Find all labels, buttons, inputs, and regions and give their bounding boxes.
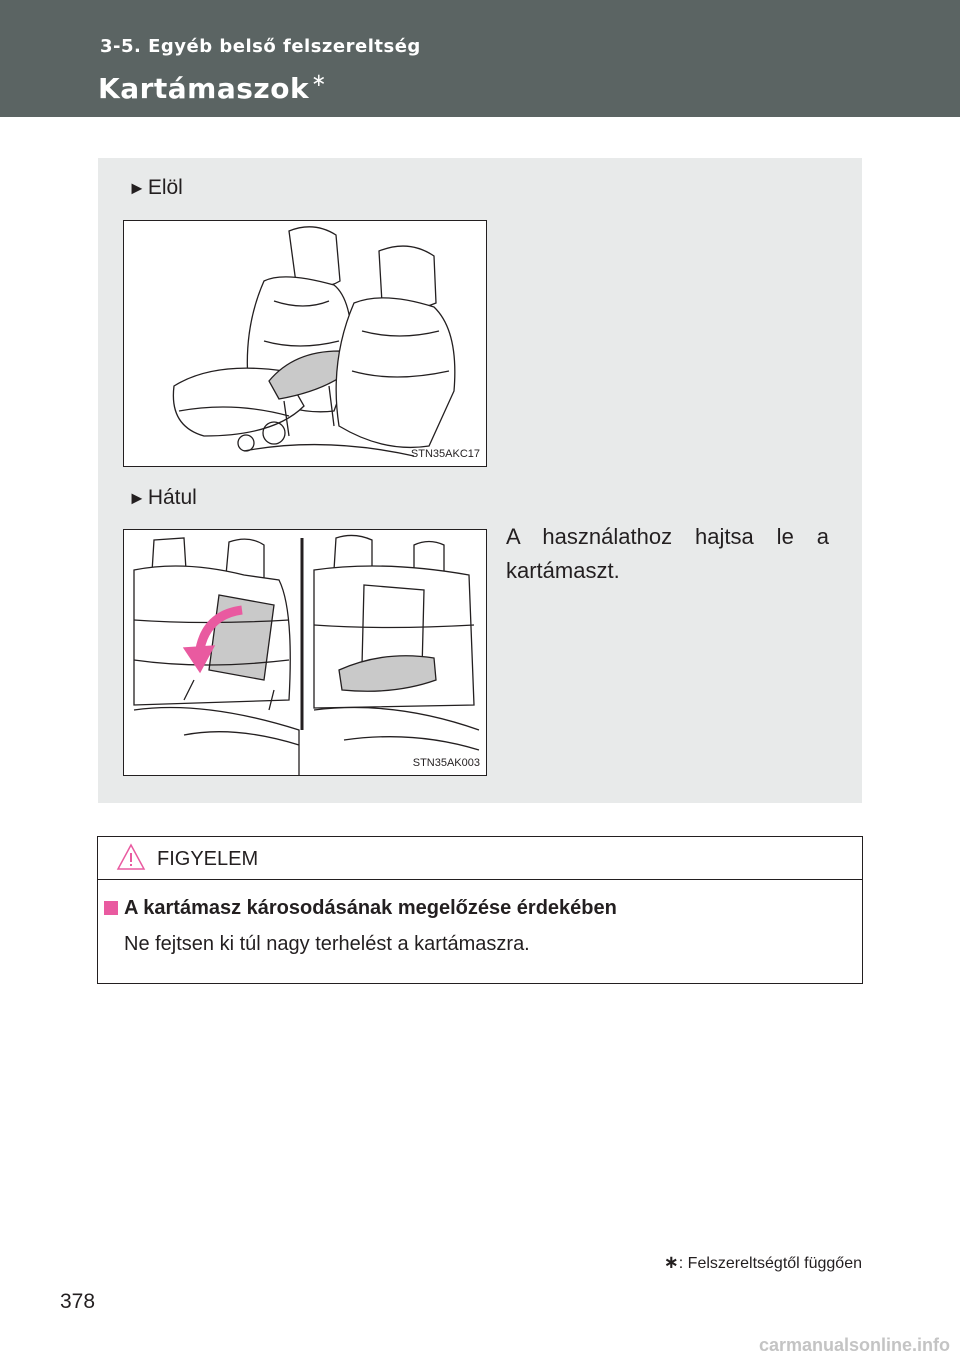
rear-armrest-illustration bbox=[123, 529, 487, 776]
front-label-text: Elöl bbox=[147, 176, 183, 199]
rear-image-code: STN35AK003 bbox=[412, 757, 480, 769]
warning-subheading-text: A kartámasz károsodásának megelőzése érdekében bbox=[124, 897, 617, 919]
warning-box bbox=[97, 836, 863, 984]
rear-label bbox=[128, 486, 197, 510]
page-header bbox=[0, 0, 960, 117]
front-seats-drawing bbox=[124, 221, 486, 466]
warning-triangle-icon bbox=[116, 843, 146, 871]
warning-subheading bbox=[104, 897, 617, 920]
warning-body: Ne fejtsen ki túl nagy terhelést a kartámaszra. bbox=[124, 933, 530, 955]
page-number: 378 bbox=[60, 1290, 96, 1313]
rear-seats-drawing bbox=[124, 530, 486, 775]
front-label bbox=[128, 176, 183, 200]
triangle-icon: ► bbox=[128, 488, 146, 508]
square-bullet-icon bbox=[104, 901, 118, 915]
triangle-icon: ► bbox=[128, 178, 146, 198]
asterisk-icon: ∗ bbox=[663, 1252, 679, 1272]
warning-header bbox=[98, 837, 862, 880]
warning-title: FIGYELEM bbox=[157, 848, 259, 870]
footnote bbox=[664, 1252, 862, 1273]
rear-label-text: Hátul bbox=[147, 486, 197, 509]
title-text: Kartámaszok bbox=[98, 72, 310, 105]
front-armrest-illustration bbox=[123, 220, 487, 467]
page-title bbox=[98, 70, 327, 105]
watermark: carmanualsonline.info bbox=[758, 1335, 950, 1355]
section-title: 3-5. Egyéb belső felszereltség bbox=[100, 36, 421, 57]
asterisk-mark: ∗ bbox=[311, 70, 327, 91]
rear-description: A használathoz hajtsa le a kartámaszt. bbox=[506, 524, 829, 583]
footnote-text: : Felszereltségtől függően bbox=[678, 1255, 862, 1272]
front-image-code: STN35AKC17 bbox=[410, 448, 480, 460]
